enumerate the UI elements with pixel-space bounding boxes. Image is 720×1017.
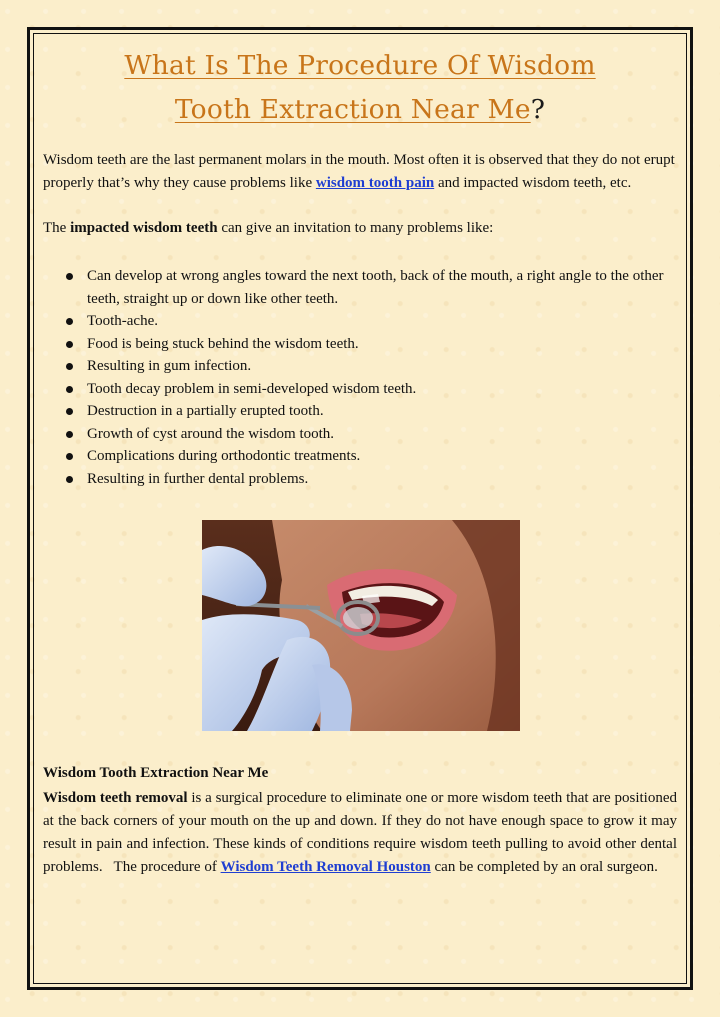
document-content — [43, 44, 681, 879]
title-line-1: What Is The Procedure Of Wisdom — [124, 50, 596, 81]
dental-exam-illustration — [202, 520, 520, 731]
title-line-2: Tooth Extraction Near Me — [174, 94, 531, 125]
wisdom-tooth-pain-link[interactable]: wisdom tooth pain — [315, 175, 435, 191]
list-item: Tooth decay problem in semi-developed wisdom teeth. — [87, 378, 677, 401]
section-heading: Wisdom Tooth Extraction Near Me — [43, 765, 269, 781]
lead-suffix: can give an invitation to many problems like: — [217, 220, 494, 236]
page-title — [43, 44, 677, 132]
intro-paragraph — [43, 149, 677, 195]
title-question-mark: ? — [530, 94, 546, 125]
removal-text-end: can be completed by an oral surgeon. — [430, 859, 658, 875]
removal-bold: Wisdom teeth removal — [43, 790, 188, 806]
removal-text: is a surgical procedure to eliminate one or more wisdom teeth that are positioned at the back corners of your mouth on the up and down. If they do not have enough space to grow it may result in pain and infection. These kinds of conditions require wisdom teeth pulling to avoid other dental problems. The procedure of — [43, 790, 681, 875]
list-item: Resulting in gum infection. — [87, 355, 677, 378]
wisdom-teeth-removal-houston-link[interactable]: Wisdom Teeth Removal Houston — [220, 859, 431, 875]
lead-prefix: The — [43, 220, 71, 236]
list-item: Can develop at wrong angles toward the next tooth, back of the mouth, a right angle to the other teeth, straight up or down like other teeth. — [87, 265, 677, 310]
list-item: Destruction in a partially erupted tooth. — [87, 400, 677, 423]
lead-paragraph — [43, 217, 677, 240]
list-item: Food is being stuck behind the wisdom teeth. — [87, 333, 677, 356]
intro-text-end: and impacted wisdom teeth, etc. — [434, 175, 632, 191]
lead-bold: impacted wisdom teeth — [70, 220, 218, 236]
list-item: Complications during orthodontic treatments. — [87, 445, 677, 468]
list-item: Resulting in further dental problems. — [87, 468, 677, 491]
list-item: Growth of cyst around the wisdom tooth. — [87, 423, 677, 446]
intro-text: Wisdom teeth are the last permanent molars in the mouth. Most often it is observed that they do not erupt properly that’s why they cause problems like — [43, 152, 675, 191]
problems-list — [43, 265, 677, 490]
dental-exam-photo — [202, 520, 520, 731]
removal-paragraph — [43, 787, 681, 879]
list-item: Tooth-ache. — [87, 310, 677, 333]
